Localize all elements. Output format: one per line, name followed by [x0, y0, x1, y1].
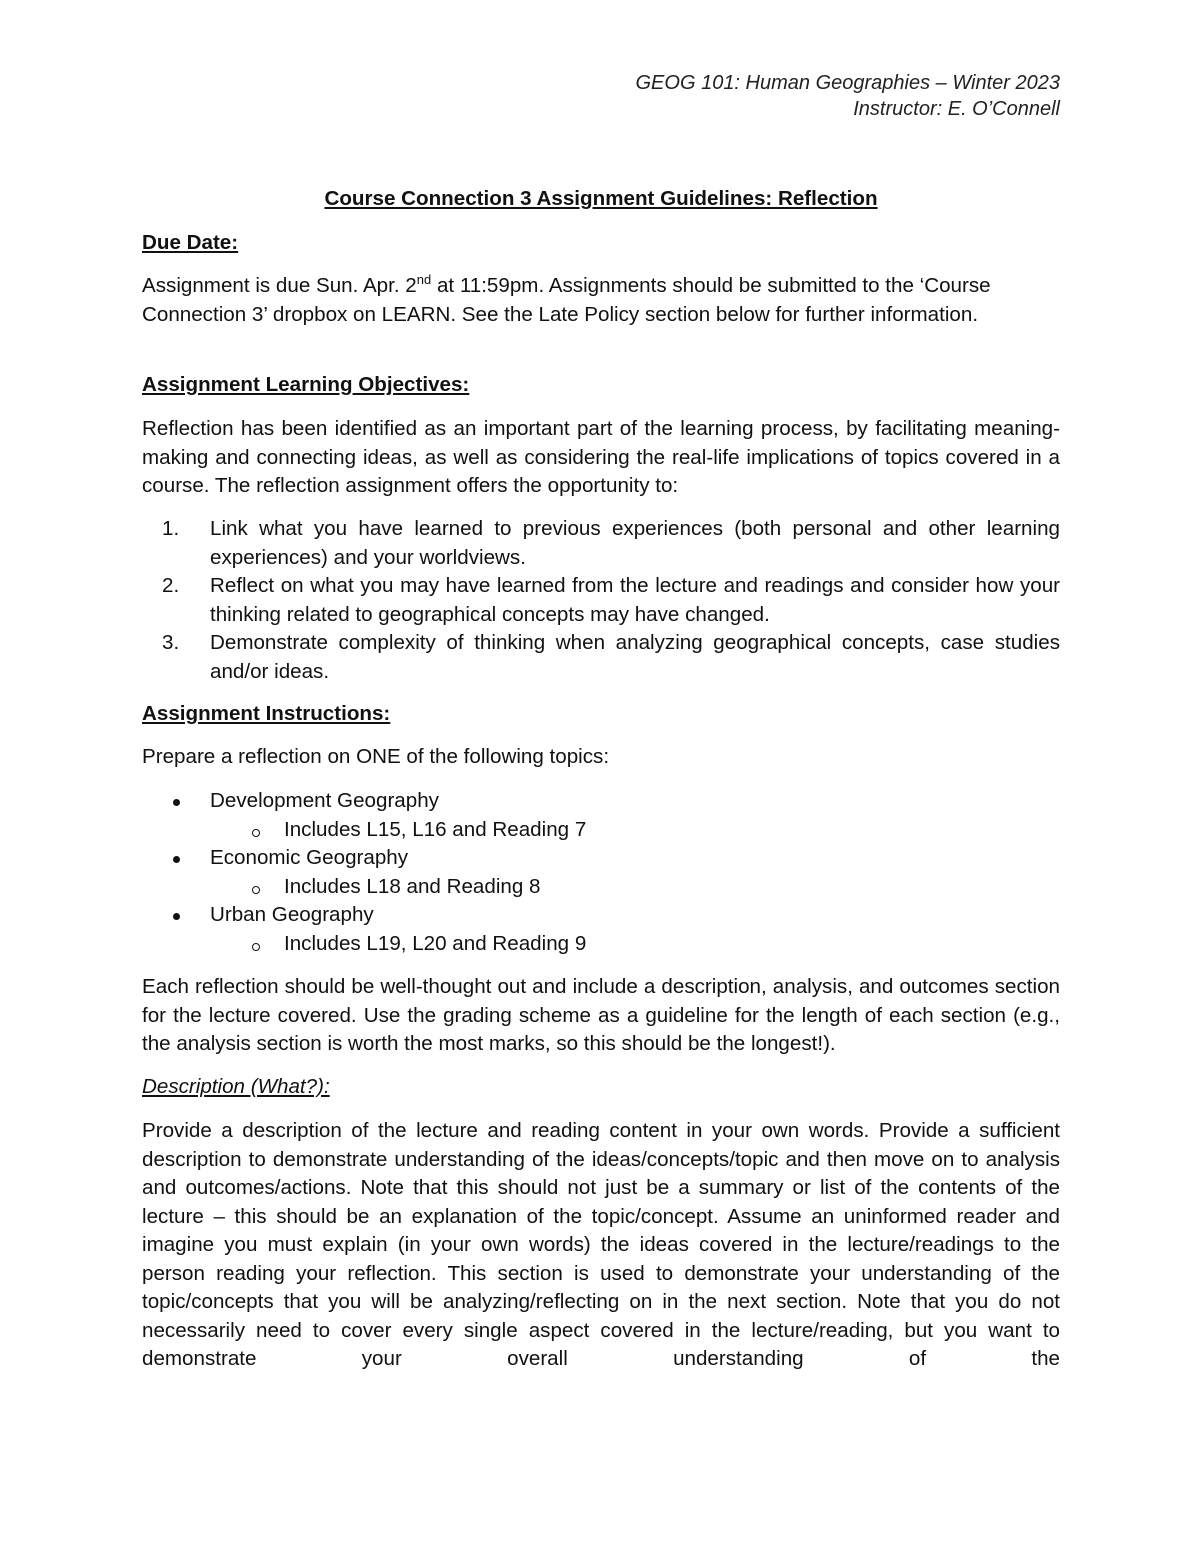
due-date-heading: Due Date:: [142, 231, 239, 254]
instructor-header: Instructor: E. O’Connell: [853, 98, 1060, 120]
topic-item: Development Geography: [142, 787, 1060, 816]
topic-item: Urban Geography: [142, 901, 1060, 930]
page-title: Course Connection 3 Assignment Guidelines: Reflection: [324, 187, 878, 210]
instructions-heading: Assignment Instructions:: [142, 702, 391, 725]
list-number: 3.: [162, 631, 180, 654]
objective-item: 2. Reflect on what you may have learned from the lecture and readings and consider how your thinking related to geographical concepts may have changed.: [162, 574, 1060, 626]
objective-item: 3. Demonstrate complexity of thinking when analyzing geographical concepts, case studies and/or ideas.: [162, 631, 1060, 683]
topics-list: [142, 787, 1060, 958]
objectives-intro: Reflection has been identified as an important part of the learning process, by facilitating meaning-making and connecting ideas, as well as considering the real-life implications of topics covered in a course. The reflection assignment offers the opportunity to:: [142, 417, 1060, 497]
objectives-heading: Assignment Learning Objectives:: [142, 373, 470, 396]
list-number: 1.: [162, 517, 180, 540]
topic-detail: Includes L18 and Reading 8: [142, 873, 1060, 902]
objectives-list: [142, 515, 1060, 686]
topic-detail: Includes L19, L20 and Reading 9: [142, 930, 1060, 959]
topic-detail: Includes L15, L16 and Reading 7: [142, 816, 1060, 845]
bullet-icon: [173, 799, 180, 806]
instructions-intro: Prepare a reflection on ONE of the following topics:: [142, 745, 610, 768]
circle-bullet-icon: [252, 829, 260, 837]
objective-item: 1. Link what you have learned to previous experiences (both personal and other learning experiences) and your worldviews.: [162, 517, 1060, 569]
description-heading: Description (What?):: [142, 1075, 330, 1098]
due-date-text: Assignment is due Sun. Apr. 2nd at 11:59pm. Assignments should be submitted to the ‘Course Connection 3’ dropbox on LEARN. See the Late Policy section below for further information.: [142, 272, 991, 326]
description-text: Provide a description of the lecture and reading content in your own words. Provide a sufficient description to demonstrate understanding of the ideas/concepts/topic and then move on to analysis and outcomes/actions. Note that this should not just be a summary or list of the contents of the lecture – this should be an explanation of the topic/concept. Assume an uninformed reader and imagine you must explain (in your own words) the ideas covered in the lecture/readings to the person reading your reflection. This section is used to demonstrate your understanding of the topic/concepts that you will be analyzing/reflecting on in the next section. Note that you do not necessarily need to cover every single aspect covered in the lecture/reading, but you want to demonstrate your overall understanding of the: [142, 1119, 1060, 1370]
superscript-nd: nd: [416, 272, 432, 288]
circle-bullet-icon: [252, 886, 260, 894]
bullet-icon: [173, 913, 180, 920]
bullet-icon: [173, 856, 180, 863]
instructions-closing: Each reflection should be well-thought out and include a description, analysis, and outcomes section for the lecture covered. Use the grading scheme as a guideline for the length of each section (e.g., the analysis section is worth the most marks, so this should be the longest!).: [142, 975, 1060, 1055]
list-number: 2.: [162, 574, 180, 597]
topic-item: Economic Geography: [142, 844, 1060, 873]
course-header: GEOG 101: Human Geographies – Winter 2023: [635, 72, 1060, 94]
circle-bullet-icon: [252, 943, 260, 951]
